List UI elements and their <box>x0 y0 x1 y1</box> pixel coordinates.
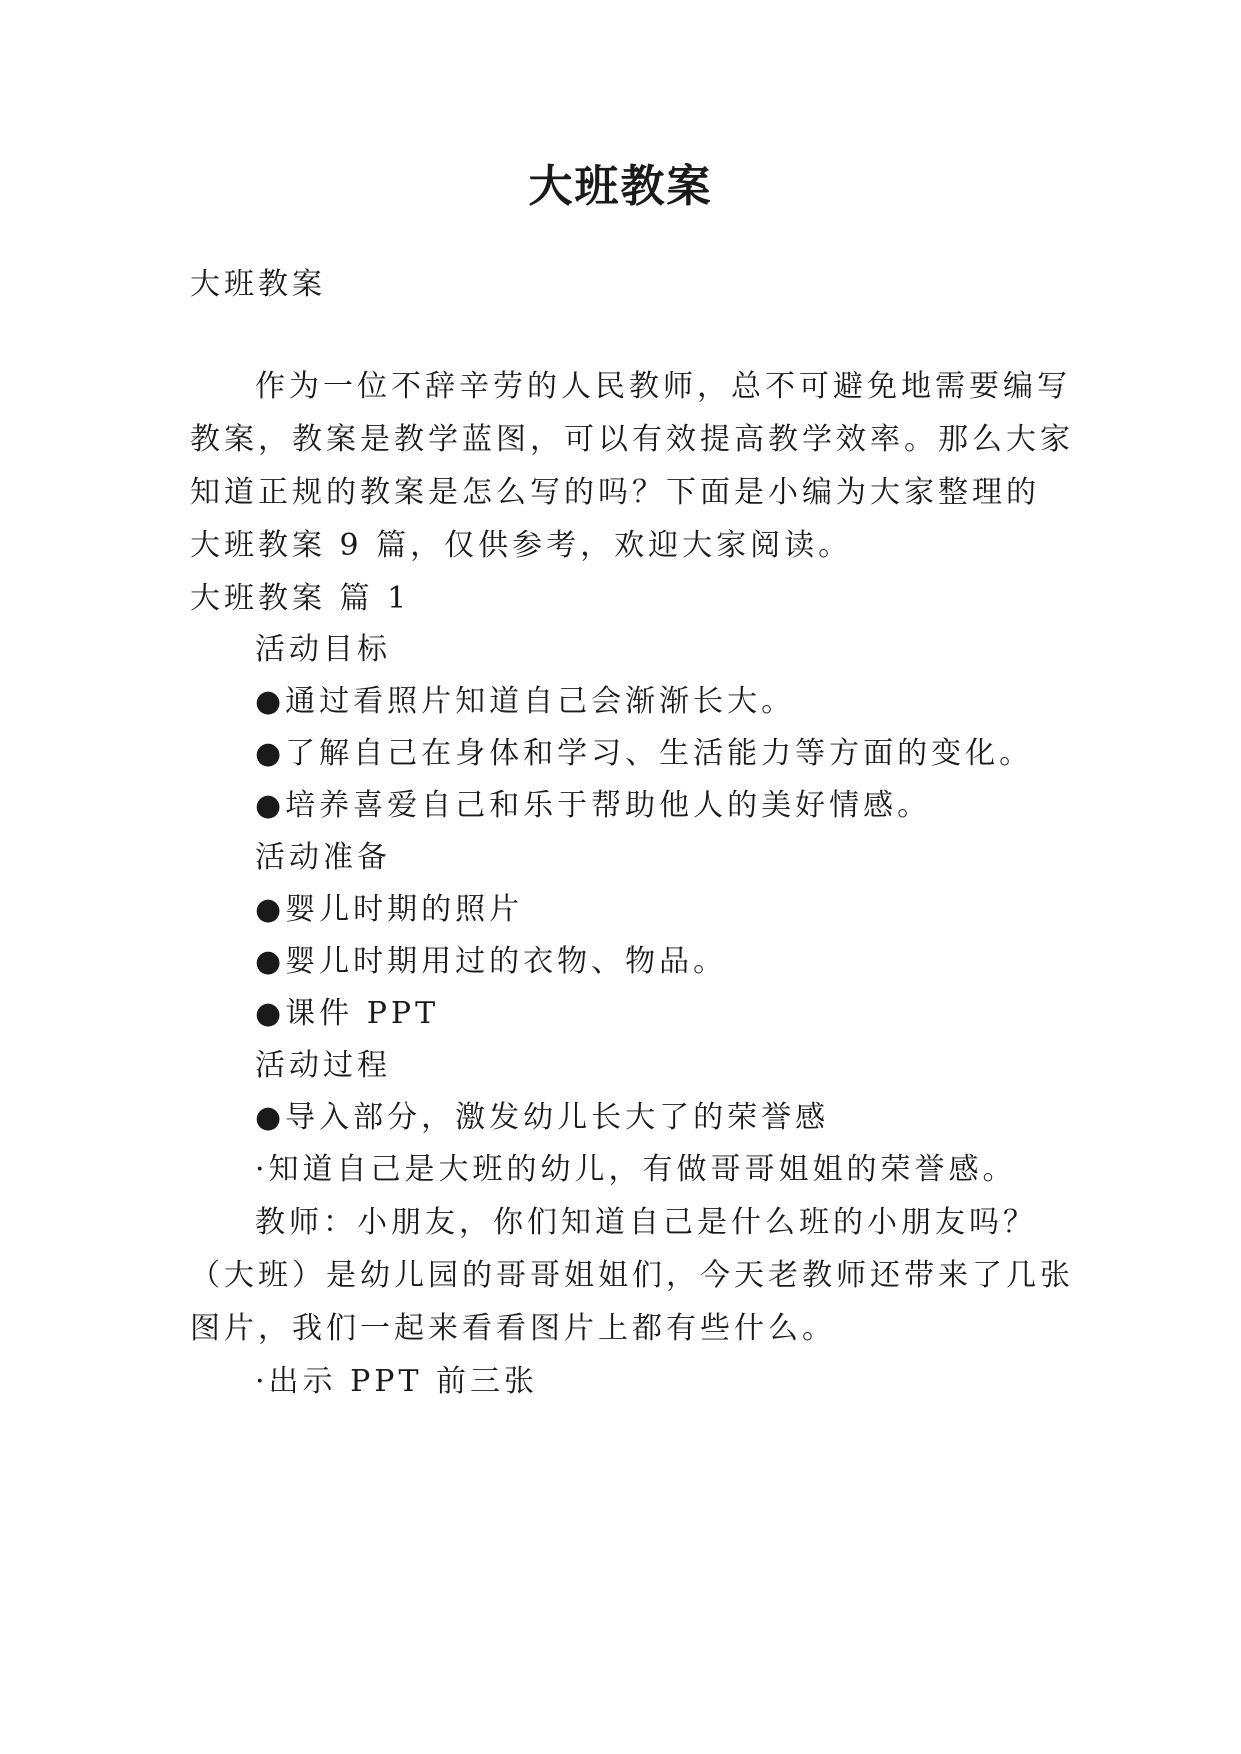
process-subitem-1: ·知道自己是大班的幼儿，有做哥哥姐姐的荣誉感。 <box>255 1152 1017 1187</box>
prep-item-3: ●课件 PPT <box>255 996 440 1031</box>
teacher-dialogue-line-2: （大班）是幼儿园的哥哥姐姐们，今天老教师还带来了几张 <box>190 1258 1074 1293</box>
process-subitem-2: ·出示 PPT 前三张 <box>255 1364 538 1399</box>
teacher-dialogue-line-3: 图片，我们一起来看看图片上都有些什么。 <box>190 1311 836 1346</box>
intro-line-4: 大班教案 9 篇，仅供参考，欢迎大家阅读。 <box>190 528 853 563</box>
goal-item-2: ●了解自己在身体和学习、生活能力等方面的变化。 <box>255 736 1034 771</box>
prep-item-1: ●婴儿时期的照片 <box>255 892 524 927</box>
heading-activity-process: 活动过程 <box>255 1048 391 1083</box>
heading-activity-prep: 活动准备 <box>255 840 391 875</box>
process-item-1: ●导入部分，激发幼儿长大了的荣誉感 <box>255 1100 830 1135</box>
goal-item-1: ●通过看照片知道自己会渐渐长大。 <box>255 684 796 719</box>
intro-line-2: 教案，教案是教学蓝图，可以有效提高教学效率。那么大家 <box>190 422 1074 457</box>
heading-activity-goals: 活动目标 <box>255 632 391 667</box>
prep-item-2: ●婴儿时期用过的衣物、物品。 <box>255 944 728 979</box>
section-heading: 大班教案 篇 1 <box>190 581 411 616</box>
intro-line-3: 知道正规的教案是怎么写的吗？下面是小编为大家整理的 <box>190 475 1040 510</box>
document-title: 大班教案 <box>528 161 713 212</box>
intro-line-1: 作为一位不辞辛劳的人民教师，总不可避免地需要编写 <box>255 369 1071 404</box>
goal-item-3: ●培养喜爱自己和乐于帮助他人的美好情感。 <box>255 788 932 823</box>
teacher-dialogue-line-1: 教师：小朋友，你们知道自己是什么班的小朋友吗？ <box>255 1205 1037 1240</box>
document-subtitle: 大班教案 <box>190 267 326 302</box>
